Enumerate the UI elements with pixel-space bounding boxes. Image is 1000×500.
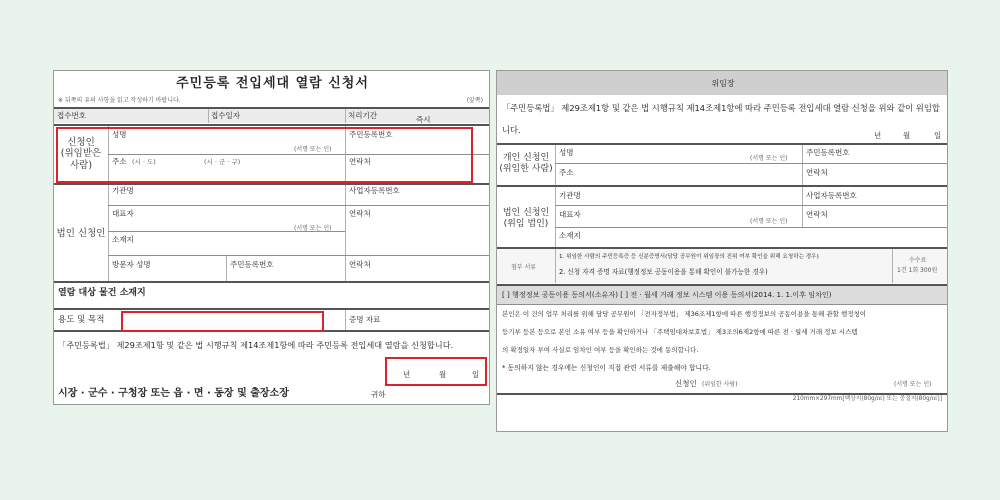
visitor-rrn-label: 주민등록번호 [230, 260, 274, 269]
attachment-item-2: 2. 신청 자격 증명 자료(행정정보 공동이용을 통해 확인이 불가능한 경우) [559, 268, 768, 276]
date-month: 월 [439, 370, 447, 379]
receipt-date-label: 접수일자 [211, 111, 240, 120]
consent-line-1: 본인은 이 건의 업무 처리를 위해 담당 공무원이 「전자정부법」 제36조제1항에 따른 행정정보의 공동이용을 통해 관할 행정청이 [502, 310, 867, 318]
poa-corporate-location-label: 소재지 [559, 231, 581, 240]
purpose-input-box[interactable] [121, 311, 324, 332]
poa-statement: 「주민등록법」 제29조제1항 및 같은 법 시행규칙 제14조제1항에 따라 주민등록 전입세대 열람 신청을 위와 같이 위임합니다. [502, 103, 940, 135]
poa-date-month: 월 [903, 131, 911, 140]
applicant-section-label: 신청인 (위임받은 사람) [60, 137, 102, 171]
signer-sub: (위임한 사람) [702, 381, 738, 388]
individual-name-label: 성명 [559, 148, 574, 157]
individual-sign-hint: (서명 또는 인) [750, 155, 788, 162]
processing-period-value: 즉시 [416, 115, 431, 124]
poa-corporate-sign-hint: (서명 또는 인) [750, 218, 788, 225]
consent-line-3: 의 확정일자 부여 사실로 임차인 여부 등을 확인하는 것에 동의합니다. [502, 346, 699, 354]
applicant-highlight-box [56, 127, 473, 183]
poa-corporate-rep-label: 대표자 [559, 210, 581, 219]
individual-rrn-label: 주민등록번호 [806, 148, 850, 157]
power-of-attorney-form [496, 70, 948, 432]
applicant-sigungu: (시 · 군 · 구) [204, 158, 241, 166]
corporate-biz-no-label: 사업자등록번호 [349, 186, 400, 195]
corporate-rep-label: 대표자 [112, 209, 134, 218]
date-highlight-box [385, 357, 487, 386]
applicant-contact-label: 연락처 [349, 157, 371, 166]
evidence-label: 증명 자료 [349, 315, 381, 324]
purpose-label: 용도 및 목적 [58, 315, 105, 325]
poa-date-day: 일 [934, 131, 942, 140]
addressee-suffix: 귀하 [371, 390, 386, 399]
addressee: 시장 · 군수 · 구청장 또는 읍 · 면 · 동장 및 출장소장 [58, 388, 289, 399]
attachment-item-1: 1. 위임한 사람의 주민등록증 등 신분증명서(담당 공무원이 위임장의 진위 여부 확인을 위해 요청하는 경우) [559, 254, 819, 260]
corporate-contact-label: 연락처 [349, 209, 371, 218]
form-notice: ※ 뒤쪽의 유의 사항을 읽고 작성하기 바랍니다. [58, 97, 181, 104]
poa-corporate-section-label: 법인 신청인 (위임 법인) [502, 208, 550, 230]
individual-contact-label: 연락처 [806, 168, 828, 177]
receipt-no-label: 접수번호 [57, 111, 86, 120]
corporate-location-label: 소재지 [112, 235, 134, 244]
applicant-rrn-label: 주민등록번호 [349, 130, 393, 139]
consent-line-2: 등기부 등본 등으로 본인 소유 여부 등을 확인하거나 「주택임대차보호법」 제3조의6제2항에 따른 전 · 월세 거래 정보 시스템 [502, 328, 858, 336]
poa-corporate-contact-label: 연락처 [806, 210, 828, 219]
individual-address-label: 주소 [559, 168, 574, 177]
individual-section-label: 개인 신청인 (위임한 사람) [499, 153, 553, 175]
fee-value: 1건 1회 300원 [897, 267, 938, 274]
date-year: 년 [403, 370, 411, 379]
processing-period-label: 처리기간 [348, 111, 377, 120]
attachments-label: 첨부 서류 [511, 264, 537, 271]
visitor-contact-label: 연락처 [349, 260, 371, 269]
poa-corporate-org-label: 기관명 [559, 191, 581, 200]
paper-spec: 210mm×297mm[백상지(80g/㎡) 또는 중질지(80g/㎡)] [792, 396, 942, 402]
date-day: 일 [472, 370, 480, 379]
signer-label: 신청인 [675, 379, 697, 388]
poa-corporate-biz-no-label: 사업자등록번호 [806, 191, 857, 200]
consent-header: [ ] 행정정보 공동이용 동의서(소유자) [ ] 전 · 월세 거래 정보 시스템 이용 동의서(2014. 1. 1.이후 임차인) [502, 290, 832, 299]
application-statement: 「주민등록법」 제29조제1항 및 같은 법 시행규칙 제14조제1항에 따라 주민등록 전입세대 열람을 신청합니다. [58, 340, 454, 350]
page-side-label: (앞쪽) [466, 97, 483, 104]
applicant-address-label: 주소 [112, 157, 127, 166]
signer-sign-hint: (서명 또는 인) [894, 381, 932, 388]
visitor-name-label: 방문자 성명 [112, 260, 151, 269]
poa-title: 위임장 [711, 79, 735, 88]
consent-note: * 동의하지 않는 경우에는 신청인이 직접 관련 서류를 제출해야 합니다. [502, 364, 711, 372]
form-title: 주민등록 전입세대 열람 신청서 [176, 76, 369, 91]
application-form [53, 70, 490, 405]
corporate-section-label: 법인 신청인 [56, 228, 106, 239]
applicant-sido: (시 · 도) [132, 158, 156, 166]
applicant-sign-hint: (서명 또는 인) [294, 146, 332, 153]
corporate-sign-hint: (서명 또는 인) [294, 225, 332, 232]
applicant-name-label: 성명 [112, 130, 127, 139]
poa-date-year: 년 [874, 131, 882, 140]
fee-label: 수수료 [909, 257, 927, 264]
corporate-org-label: 기관명 [112, 186, 134, 195]
target-address-label: 열람 대상 물건 소재지 [58, 288, 146, 298]
